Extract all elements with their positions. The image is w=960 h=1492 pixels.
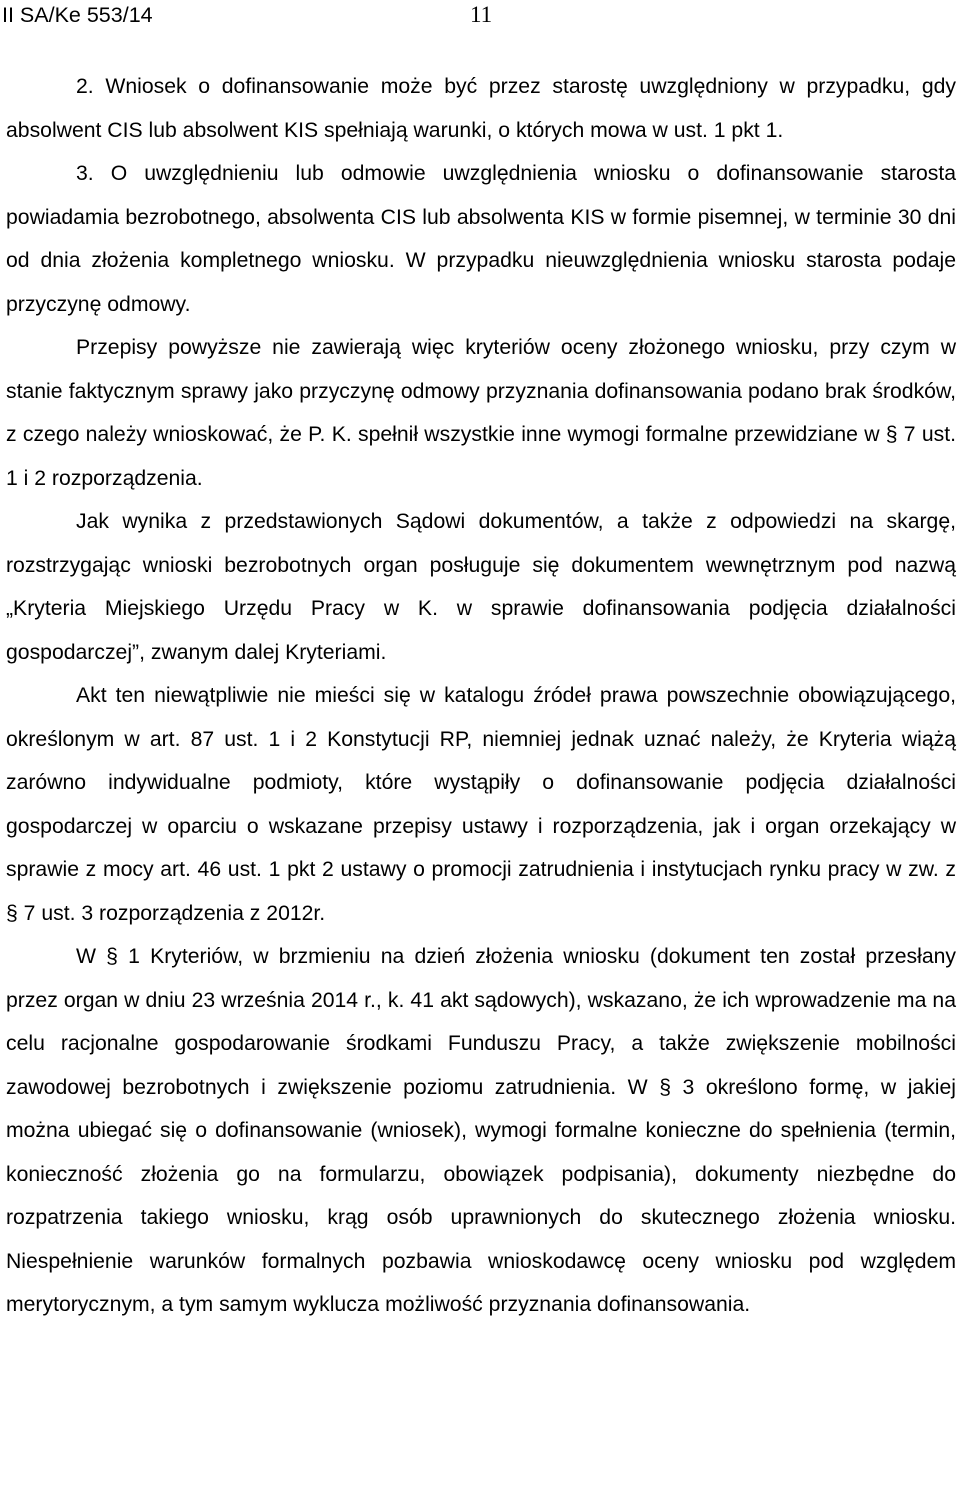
paragraph-wniosek-ust-2: 2. Wniosek o dofinansowanie może być przez starostę uwzględniony w przypadku, gdy absolwent CIS lub absolwent KIS spełniają warunki, o których mowa w ust. 1 pkt 1. — [6, 75, 956, 142]
paragraph-kryteria: Jak wynika z przedstawionych Sądowi dokumentów, a także z odpowiedzi na skargę, rozstrzygając wnioski bezrobotnych organ posługuje się dokumentem wewnętrznym pod nazwą „Kryteria Miejskiego Urzędu Pracy w K. w sprawie dofinansowania podjęcia działalności gospodarczej”, zwanym dalej Kryteriami. — [6, 510, 956, 664]
paragraph-przepisy: Przepisy powyższe nie zawierają więc kryteriów oceny złożonego wniosku, przy czym w stanie faktycznym sprawy jako przyczynę odmowy przyznania dofinansowania podano brak środków, z czego należy wnioskować, że P. K. spełnił wszystkie inne wymogi formalne przewidziane w § 7 ust. 1 i 2 rozporządzenia. — [6, 336, 956, 490]
page-number: 11 — [470, 2, 493, 27]
page-header — [0, 0, 960, 40]
paragraph-wniosek-ust-3: 3. O uwzględnieniu lub odmowie uwzględnienia wniosku o dofinansowanie starosta powiadamia bezrobotnego, absolwenta CIS lub absolwenta KIS w formie pisemnej, w terminie 30 dni od dnia złożenia kompletnego wniosku. W przypadku nieuwzględnienia wniosku starosta podaje przyczynę odmowy. — [6, 162, 956, 316]
paragraph-akt: Akt ten niewątpliwie nie mieści się w katalogu źródeł prawa powszechnie obowiązującego, określonym w art. 87 ust. 1 i 2 Konstytucji RP, niemniej jednak uznać należy, że Kryteria wiążą zarówno indywidualne podmioty, które wystąpiły o dofinansowanie podjęcia działalności gospodarczej w oparciu o wskazane przepisy ustawy i rozporządzenia, jak i organ orzekający w sprawie z mocy art. 46 ust. 1 pkt 2 ustawy o promocji zatrudnienia i instytucjach rynku pracy w zw. z § 7 ust. 3 rozporządzenia z 2012r. — [6, 684, 956, 925]
document-body — [6, 65, 956, 1327]
paragraph-paragraf-1: W § 1 Kryteriów, w brzmieniu na dzień złożenia wniosku (dokument ten został przesłany przez organ w dniu 23 września 2014 r., k. 41 akt sądowych), wskazano, że ich wprowadzenie ma na celu racjonalne gospodarowanie środkami Funduszu Pracy, a także zwiększenie mobilności zawodowej bezrobotnych i zwiększenie poziomu zatrudnienia. W § 3 określono formę, w jakiej można ubiegać się o dofinansowanie (wniosek), wymogi formalne konieczne do spełnienia (termin, konieczność złożenia go na formularzu, obowiązek podpisania), dokumenty niezbędne do rozpatrzenia takiego wniosku, krąg osób uprawnionych do skutecznego złożenia wniosku. Niespełnienie warunków formalnych pozbawia wnioskodawcę oceny wniosku pod względem merytorycznym, a tym samym wyklucza możliwość przyznania dofinansowania. — [6, 945, 956, 1316]
case-number: II SA/Ke 553/14 — [2, 3, 153, 27]
